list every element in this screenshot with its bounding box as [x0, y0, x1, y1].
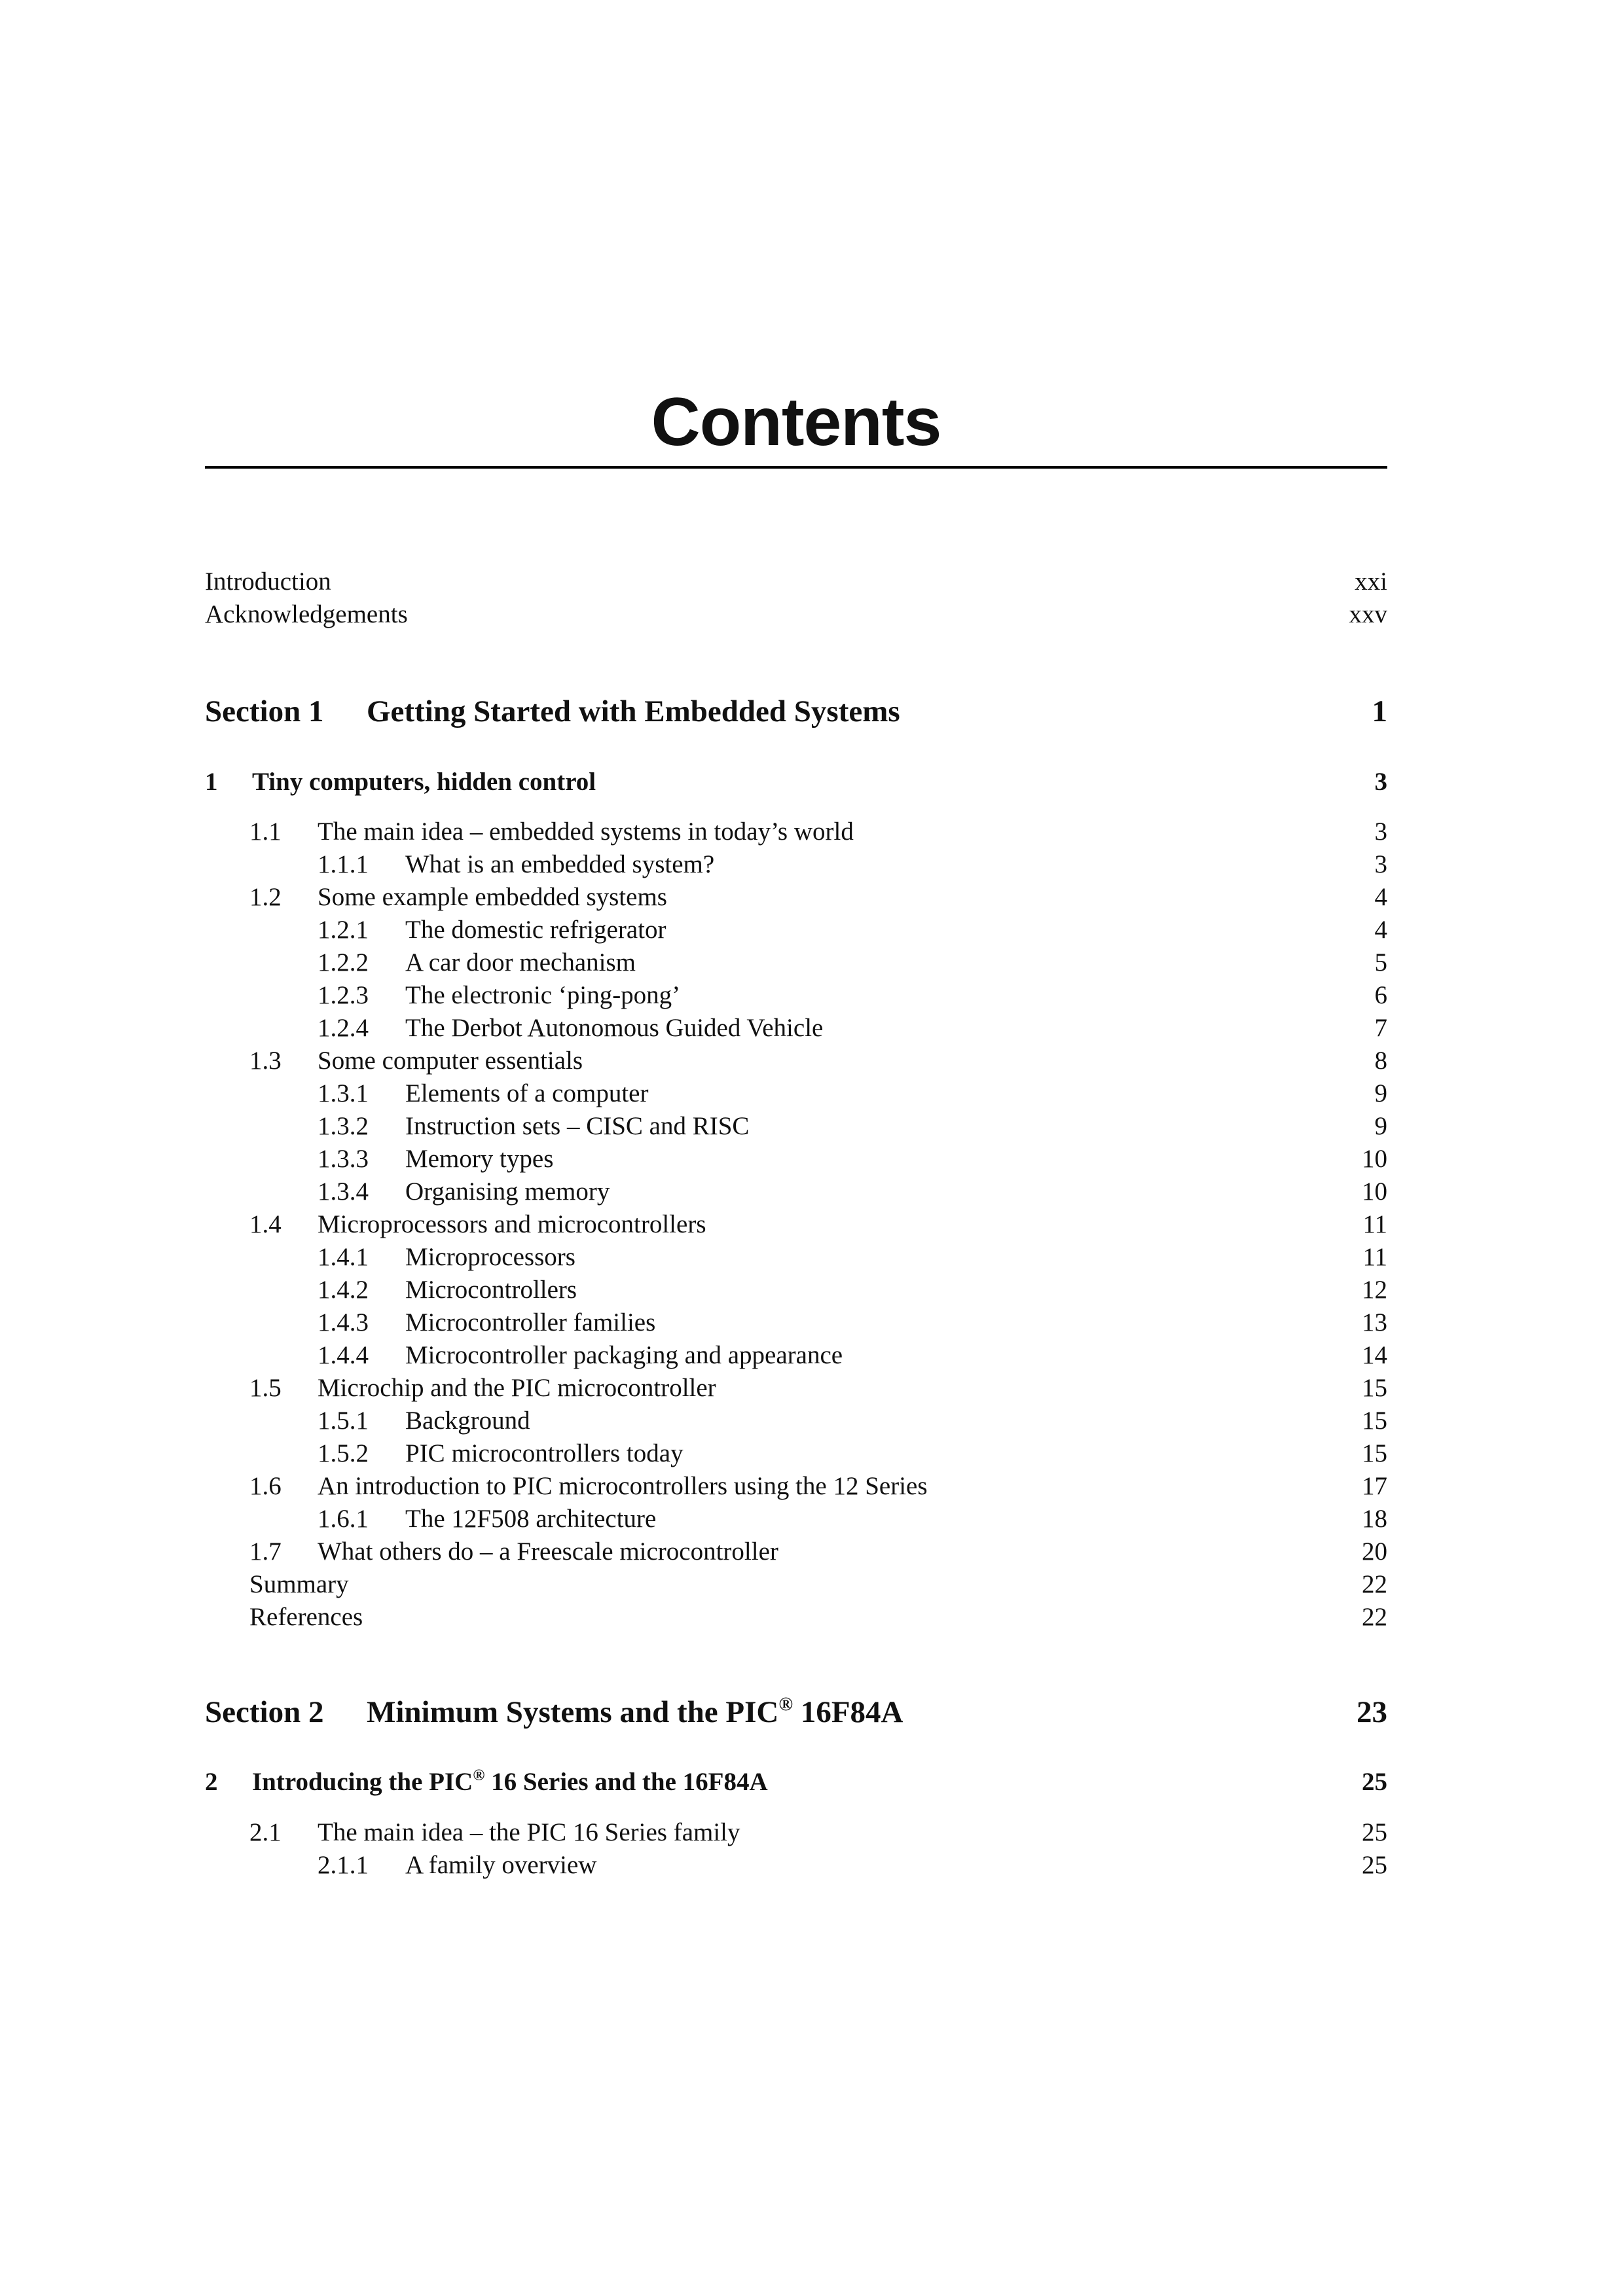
section-title: Getting Started with Embedded Systems	[367, 694, 900, 728]
toc-entry-text: Microchip and the PIC microcontroller	[318, 1374, 716, 1402]
toc-entry-page: 17	[1362, 1472, 1387, 1500]
chapter-heading	[205, 765, 1387, 799]
toc-entry-number: 1.2.3	[318, 981, 369, 1009]
toc-entry-page: xxv	[1349, 600, 1387, 628]
toc-entry-number: 1.2.2	[318, 948, 369, 977]
toc-entry-number: 1.7	[249, 1537, 282, 1566]
toc-entry-number: 1.3	[249, 1047, 282, 1075]
toc-entry	[205, 1241, 1387, 1274]
toc-entry-number: 1.6.1	[318, 1505, 369, 1533]
toc-entry	[205, 1503, 1387, 1535]
toc-entry-page: 10	[1362, 1177, 1387, 1206]
toc-entry-front	[205, 598, 1387, 631]
toc-entry-text: Elements of a computer	[405, 1079, 649, 1107]
toc-entry	[205, 979, 1387, 1012]
toc-entry-page: 12	[1362, 1276, 1387, 1304]
toc-entry	[205, 848, 1387, 881]
toc-entry-text: The main idea – the PIC 16 Series family	[318, 1818, 740, 1846]
section-heading	[205, 691, 1387, 732]
toc-entry-text: PIC microcontrollers today	[405, 1439, 684, 1467]
toc-entry-page: 4	[1374, 883, 1387, 911]
toc-entry-page: 6	[1374, 981, 1387, 1009]
toc-entry-page: 15	[1362, 1439, 1387, 1467]
toc-entry-number: 1.1.1	[318, 850, 369, 878]
toc-entry	[205, 1143, 1387, 1175]
toc-entry-text: Microcontroller packaging and appearance	[405, 1341, 843, 1369]
section-title-suffix: 16F84A	[793, 1695, 903, 1729]
toc-entry-summary	[205, 1568, 1387, 1601]
toc-entry	[205, 1012, 1387, 1045]
toc-entry-number: 1.6	[249, 1472, 282, 1500]
toc-entry-text: Organising memory	[405, 1177, 610, 1206]
toc-entry-page: 13	[1362, 1308, 1387, 1336]
chapter-number: 2	[205, 1768, 218, 1796]
toc-entry-number: 1.2.4	[318, 1014, 369, 1042]
toc-entry-text: Microcontrollers	[405, 1276, 577, 1304]
toc-entry-page: 20	[1362, 1537, 1387, 1566]
registered-mark: ®	[778, 1693, 793, 1715]
toc-entry-text: What others do – a Freescale microcontroller	[318, 1537, 778, 1566]
toc-entry-page: 18	[1362, 1505, 1387, 1533]
toc-entry-number: 1.4.1	[318, 1243, 369, 1271]
toc-entry	[205, 1437, 1387, 1470]
toc-entry-page: 4	[1374, 916, 1387, 944]
toc-entry	[205, 1274, 1387, 1306]
toc-entry	[205, 816, 1387, 848]
toc-entry-number: 2.1.1	[318, 1851, 369, 1879]
toc-entry-page: 15	[1362, 1407, 1387, 1435]
toc-entry-text: Background	[405, 1407, 530, 1435]
chapter-title	[252, 1765, 768, 1799]
toc-entry	[205, 946, 1387, 979]
toc-entry-page: 25	[1362, 1851, 1387, 1879]
toc-entry	[205, 881, 1387, 914]
toc-entry-text: Some computer essentials	[318, 1047, 583, 1075]
toc-entry-text: Introduction	[205, 567, 331, 596]
toc-entry	[205, 1306, 1387, 1339]
chapter-heading	[205, 1765, 1387, 1799]
toc-entry	[205, 1175, 1387, 1208]
toc-entry-number: 1.5.1	[318, 1407, 369, 1435]
toc-entry-number: 1.4.4	[318, 1341, 369, 1369]
toc-entry-text: An introduction to PIC microcontrollers using the 12 Series	[318, 1472, 928, 1500]
toc-entry	[205, 1339, 1387, 1372]
section-heading	[205, 1691, 1387, 1733]
toc-entry	[205, 1535, 1387, 1568]
toc-entry	[205, 1077, 1387, 1110]
toc-entry-page: 9	[1374, 1079, 1387, 1107]
toc-entry-page: 15	[1362, 1374, 1387, 1402]
toc-entry-page: 3	[1374, 817, 1387, 846]
toc-entry-page: 14	[1362, 1341, 1387, 1369]
toc-entry-number: 1.4	[249, 1210, 282, 1238]
toc-entry-text: The electronic ‘ping-pong’	[405, 981, 681, 1009]
toc-entry-text: Instruction sets – CISC and RISC	[405, 1112, 750, 1140]
page-title: Contents	[651, 384, 941, 460]
toc-entry-text: What is an embedded system?	[405, 850, 715, 878]
toc-entry	[205, 1470, 1387, 1503]
toc-entry-number: 1.4.3	[318, 1308, 369, 1336]
toc-entry-references	[205, 1601, 1387, 1634]
toc-entry-number: 1.3.3	[318, 1145, 369, 1173]
toc-entry-front	[205, 565, 1387, 598]
toc-entry-page: 8	[1374, 1047, 1387, 1075]
toc-entry-text: Microcontroller families	[405, 1308, 656, 1336]
toc-entry-page: 10	[1362, 1145, 1387, 1173]
toc-entry-page: 11	[1362, 1243, 1387, 1271]
toc-entry-text: The domestic refrigerator	[405, 916, 666, 944]
chapter-title: Tiny computers, hidden control	[252, 768, 596, 796]
toc-entry-number: 1.2	[249, 883, 282, 911]
section-title-text: Minimum Systems and the PIC	[367, 1695, 779, 1729]
toc-entry-page: 3	[1374, 850, 1387, 878]
toc-entry-number: 1.3.2	[318, 1112, 369, 1140]
toc-entry-text: A car door mechanism	[405, 948, 636, 977]
toc-entry	[205, 914, 1387, 946]
toc-entry-number: 1.5.2	[318, 1439, 369, 1467]
toc-entry	[205, 1110, 1387, 1143]
toc-entry-page: 25	[1362, 1818, 1387, 1846]
toc-entry	[205, 1405, 1387, 1437]
toc-entry-text: Acknowledgements	[205, 600, 408, 628]
toc-entry-page: 9	[1374, 1112, 1387, 1140]
section-title	[367, 1691, 903, 1733]
chapter-title-text: Introducing the PIC	[252, 1768, 473, 1796]
toc-entry-text: The Derbot Autonomous Guided Vehicle	[405, 1014, 824, 1042]
toc-entry-number: 1.2.1	[318, 916, 369, 944]
toc-entry-text: Memory types	[405, 1145, 554, 1173]
toc-entry-text: Some example embedded systems	[318, 883, 667, 911]
chapter-page: 3	[1374, 768, 1387, 796]
toc-entry	[205, 1372, 1387, 1405]
chapter-title-suffix: 16 Series and the 16F84A	[484, 1768, 768, 1796]
toc-entry	[205, 1045, 1387, 1077]
toc-entry-number: 1.3.1	[318, 1079, 369, 1107]
title-rule	[205, 466, 1387, 469]
toc-entry-number: 1.1	[249, 817, 282, 846]
toc-entry	[205, 1816, 1387, 1849]
toc-entry-page: 22	[1362, 1603, 1387, 1631]
chapter-page: 25	[1362, 1768, 1387, 1796]
toc-entry-page: 7	[1374, 1014, 1387, 1042]
toc-entry	[205, 1208, 1387, 1241]
toc-entry-text: References	[249, 1603, 363, 1631]
chapter-number: 1	[205, 768, 218, 796]
registered-mark: ®	[473, 1766, 485, 1784]
toc-entry-text: The main idea – embedded systems in today’s world	[318, 817, 854, 846]
toc-entry-page: 22	[1362, 1570, 1387, 1598]
toc-entry-number: 1.3.4	[318, 1177, 369, 1206]
toc-entry-text: The 12F508 architecture	[405, 1505, 657, 1533]
section-page: 1	[1372, 694, 1387, 728]
toc-entry-number: 1.5	[249, 1374, 282, 1402]
section-label: Section 2	[205, 1695, 324, 1729]
toc-entry-page: xxi	[1355, 567, 1387, 596]
toc-entry-number: 1.4.2	[318, 1276, 369, 1304]
toc-entry-text: Summary	[249, 1570, 349, 1598]
section-page: 23	[1357, 1695, 1387, 1729]
toc-entry-text: A family overview	[405, 1851, 597, 1879]
section-label: Section 1	[205, 694, 324, 728]
toc-entry-number: 2.1	[249, 1818, 282, 1846]
toc-entry-text: Microprocessors and microcontrollers	[318, 1210, 706, 1238]
toc-entry-text: Microprocessors	[405, 1243, 575, 1271]
toc-entry	[205, 1849, 1387, 1882]
toc-entry-page: 5	[1374, 948, 1387, 977]
toc-entry-page: 11	[1362, 1210, 1387, 1238]
